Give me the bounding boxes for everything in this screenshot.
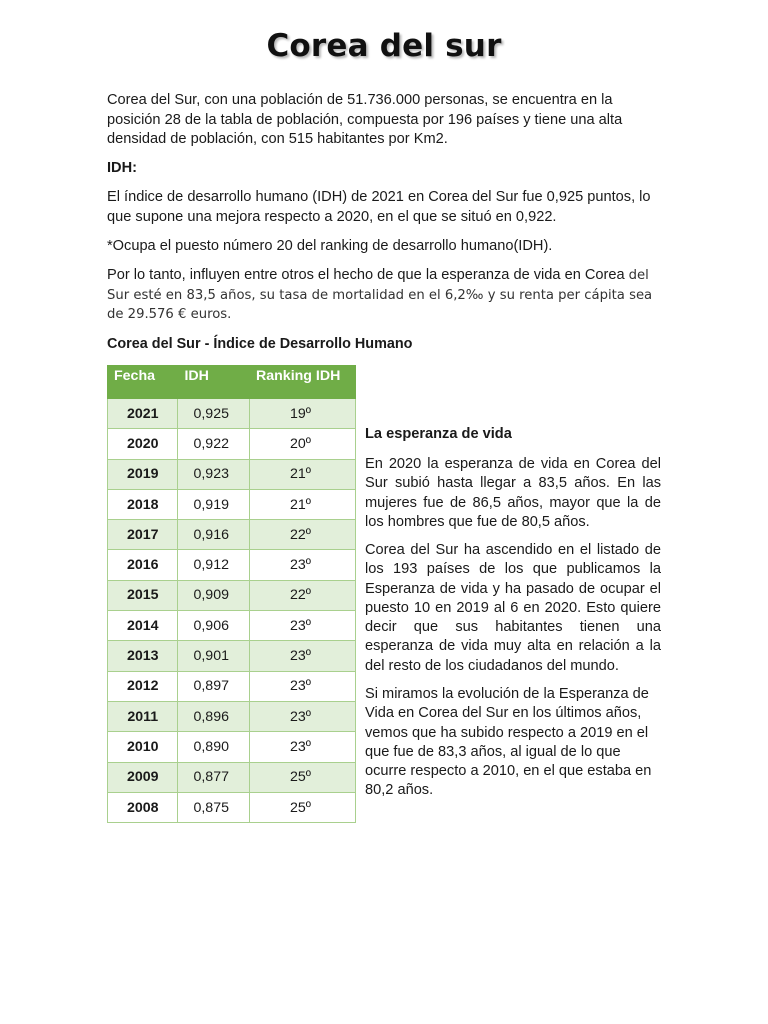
year-cell: 2016: [108, 550, 178, 580]
idh-cell: 0,916: [178, 520, 250, 550]
table-title: Corea del Sur - Índice de Desarrollo Humano: [107, 336, 413, 352]
idh-cell: 0,890: [178, 732, 250, 762]
table-header-row: [108, 366, 356, 399]
factors-paragraph: [107, 266, 663, 325]
idh-cell: 0,875: [178, 792, 250, 822]
table-row: [108, 550, 356, 580]
ranking-cell: 22º: [250, 520, 356, 550]
table-row: [108, 792, 356, 822]
idh-table: [107, 365, 356, 823]
life-paragraph-3: Si miramos la evolución de la Esperanza de Vida en Corea del Sur en los últimos años, vemos que ha subido respecto a 2019 en el que fue de 83,3 años, al igual de lo que ocurre respecto a 2010, en el que estaba en 80,2 años.: [365, 686, 652, 799]
table-row: [108, 641, 356, 671]
life-heading: La esperanza de vida: [365, 426, 512, 442]
idh-cell: 0,901: [178, 641, 250, 671]
table-row: [108, 732, 356, 762]
table-row: [108, 429, 356, 459]
idh-cell: 0,925: [178, 399, 250, 429]
idh-cell: 0,906: [178, 611, 250, 641]
table-row: [108, 399, 356, 429]
table-row: [108, 611, 356, 641]
header-ranking: Ranking IDH: [250, 366, 356, 399]
factors-text-part2: del Sur esté en 83,5 años, su tasa de mortalidad en el 6,2‰ y su renta per cápita sea de 29.576 € euros.: [107, 268, 653, 322]
life-paragraph-1: En 2020 la esperanza de vida en Corea del Sur subió hasta llegar a 83,5 años. En las mujeres fue de 86,5 años, mayor que la de los hombres que fue de 80,5 años.: [365, 456, 661, 530]
year-cell: 2021: [108, 399, 178, 429]
table-row: [108, 580, 356, 610]
ranking-cell: 23º: [250, 641, 356, 671]
idh-cell: 0,897: [178, 671, 250, 701]
header-fecha: Fecha: [108, 366, 178, 399]
table-row: [108, 489, 356, 519]
life-paragraph-2: Corea del Sur ha ascendido en el listado de los 193 países de los que publicamos la Esperanza de vida y ha pasado de ocupar el puesto 10 en 2019 al 6 en 2020. Esto quiere decir que sus habitantes tienen una esperanza de vida muy alta en relación a la del resto de los ciudadanos del mundo.: [365, 542, 661, 674]
ranking-cell: 22º: [250, 580, 356, 610]
year-cell: 2019: [108, 459, 178, 489]
ranking-cell: 23º: [250, 611, 356, 641]
idh-cell: 0,923: [178, 459, 250, 489]
year-cell: 2017: [108, 520, 178, 550]
year-cell: 2014: [108, 611, 178, 641]
ranking-cell: 19º: [250, 399, 356, 429]
year-cell: 2009: [108, 762, 178, 792]
ranking-cell: 25º: [250, 792, 356, 822]
ranking-cell: 23º: [250, 550, 356, 580]
table-row: [108, 701, 356, 731]
table-row: [108, 671, 356, 701]
table-row: [108, 459, 356, 489]
year-cell: 2008: [108, 792, 178, 822]
idh-cell: 0,877: [178, 762, 250, 792]
table-row: [108, 762, 356, 792]
idh-cell: 0,922: [178, 429, 250, 459]
year-cell: 2010: [108, 732, 178, 762]
idh-paragraph: El índice de desarrollo humano (IDH) de 2021 en Corea del Sur fue 0,925 puntos, lo que supone una mejora respecto a 2020, en el que se situó en 0,922.: [107, 189, 651, 225]
year-cell: 2018: [108, 489, 178, 519]
ranking-cell: 23º: [250, 732, 356, 762]
idh-cell: 0,896: [178, 701, 250, 731]
ranking-cell: 21º: [250, 459, 356, 489]
year-cell: 2011: [108, 701, 178, 731]
ranking-cell: 23º: [250, 701, 356, 731]
ranking-cell: 25º: [250, 762, 356, 792]
year-cell: 2015: [108, 580, 178, 610]
intro-paragraph: Corea del Sur, con una población de 51.736.000 personas, se encuentra en la posición 28 de la tabla de población, compuesta por 196 países y tiene una alta densidad de población, con 515 habitantes por Km2.: [107, 92, 623, 147]
idh-cell: 0,912: [178, 550, 250, 580]
ranking-cell: 23º: [250, 671, 356, 701]
idh-cell: 0,909: [178, 580, 250, 610]
header-idh: IDH: [178, 366, 250, 399]
year-cell: 2012: [108, 671, 178, 701]
year-cell: 2020: [108, 429, 178, 459]
page-title: Corea del sur: [266, 28, 502, 64]
year-cell: 2013: [108, 641, 178, 671]
idh-cell: 0,919: [178, 489, 250, 519]
ranking-cell: 20º: [250, 429, 356, 459]
factors-text-part1: Por lo tanto, influyen entre otros el hecho de que la esperanza de vida en Corea: [107, 267, 625, 283]
table-row: [108, 520, 356, 550]
idh-heading: IDH:: [107, 160, 137, 176]
ranking-cell: 21º: [250, 489, 356, 519]
ranking-note: *Ocupa el puesto número 20 del ranking de desarrollo humano(IDH).: [107, 238, 553, 254]
